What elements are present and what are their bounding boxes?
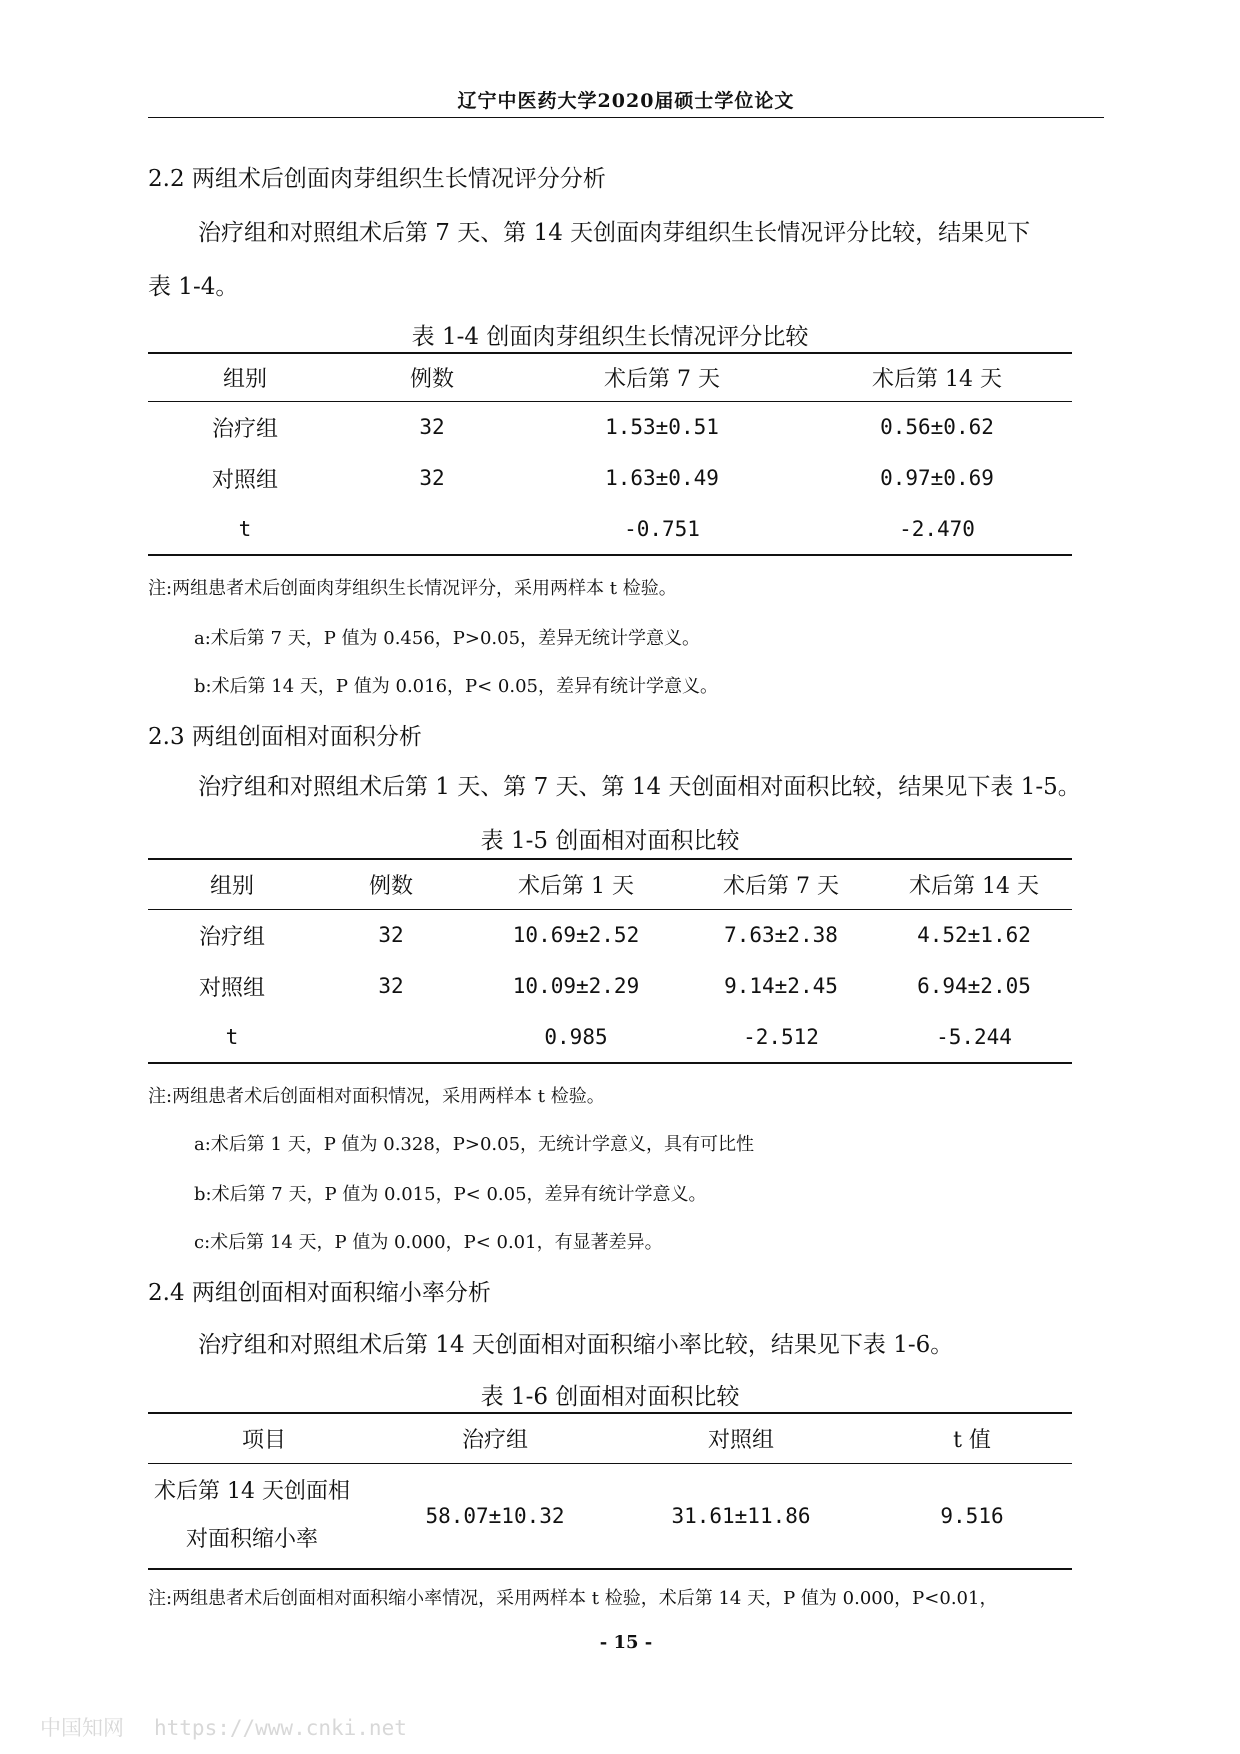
table-cell: 10.69±2.52 [512, 923, 640, 948]
table-1-4 [148, 352, 1072, 556]
table-row [148, 453, 1072, 503]
table-cell: -0.751 [624, 516, 700, 541]
paragraph-2-2-line2: 表 1-4。 [148, 274, 239, 300]
table-row [148, 961, 1072, 1011]
paragraph-2-3: 治疗组和对照组术后第 1 天、第 7 天、第 14 天创面相对面积比较，结果见下表 1-5。 [198, 774, 1081, 800]
table-note: b:术后第 7 天，P 值为 0.015，P< 0.05，差异有统计学意义。 [194, 1184, 707, 1205]
table-cell: 0.56±0.62 [880, 415, 994, 440]
table-1-5 [148, 858, 1072, 1064]
table-cell: t [238, 516, 252, 541]
table-header-cell: t 值 [872, 1413, 1072, 1463]
table-cell: 58.07±10.32 [425, 1503, 565, 1528]
table-cell: 9.516 [940, 1503, 1004, 1528]
row-label-line1: 术后第 14 天创面相 [154, 1478, 350, 1504]
table-caption-1-5: 表 1-5 创面相对面积比较 [480, 828, 740, 854]
table-cell: 32 [378, 974, 404, 998]
table-row [148, 401, 1072, 453]
table-row [148, 909, 1072, 961]
section-heading-2-4: 2.4 两组创面相对面积缩小率分析 [148, 1280, 491, 1306]
table-header-cell: 对照组 [610, 1413, 872, 1463]
table-header-cell: 术后第 1 天 [466, 859, 686, 909]
table-cell: t [225, 1024, 239, 1049]
running-header: 辽宁中医药大学2020届硕士学位论文 [457, 90, 795, 112]
table-row [148, 1011, 1072, 1063]
table-header-cell: 术后第 14 天 [876, 859, 1072, 909]
table-cell [342, 503, 522, 555]
table-note: c:术后第 14 天，P 值为 0.000，P< 0.01，有显著差异。 [194, 1232, 663, 1253]
row-label-line2: 对面积缩小率 [186, 1526, 319, 1552]
table-cell: 4.52±1.62 [917, 923, 1031, 948]
section-heading-2-2: 2.2 两组术后创面肉芽组织生长情况评分分析 [148, 166, 606, 192]
table-cell: 0.985 [544, 1024, 608, 1049]
table-cell: 9.14±2.45 [724, 974, 838, 998]
table-cell: 10.09±2.29 [512, 974, 640, 998]
watermark-site: 中国知网 [40, 1716, 124, 1740]
table-cell: -2.470 [899, 516, 975, 541]
table-cell: 对照组 [198, 975, 265, 1001]
table-caption-1-6: 表 1-6 创面相对面积比较 [480, 1384, 740, 1410]
table-cell [148, 1463, 380, 1569]
table-cell: 1.63±0.49 [605, 466, 719, 490]
table-cell: 治疗组 [198, 924, 265, 950]
table-note: a:术后第 7 天，P 值为 0.456，P>0.05，差异无统计学意义。 [194, 628, 701, 649]
table-cell: 32 [378, 923, 404, 948]
table-note: 注:两组患者术后创面相对面积情况，采用两样本 t 检验。 [148, 1086, 605, 1107]
table-note: a:术后第 1 天，P 值为 0.328，P>0.05，无统计学意义，具有可比性 [194, 1134, 755, 1155]
table-1-6 [148, 1412, 1072, 1570]
table-cell: 0.97±0.69 [880, 466, 994, 490]
table-header-cell: 术后第 7 天 [686, 859, 876, 909]
table-row [148, 503, 1072, 555]
watermark-url: https://www.cnki.net [154, 1716, 407, 1740]
table-cell: 32 [419, 466, 445, 490]
table-note: 注:两组患者术后创面相对面积缩小率情况，采用两样本 t 检验，术后第 14 天，P 值为 0.000，P<0.01， [148, 1588, 998, 1609]
table-cell: -5.244 [936, 1024, 1012, 1049]
table-cell: 32 [419, 415, 445, 440]
table-header-cell: 治疗组 [380, 1413, 610, 1463]
header-rule [148, 117, 1104, 118]
watermark [40, 1712, 407, 1742]
table-header-cell: 组别 [148, 859, 316, 909]
table-caption-1-4: 表 1-4 创面肉芽组织生长情况评分比较 [411, 324, 809, 350]
page-number: - 15 - [599, 1632, 653, 1653]
paragraph-2-4: 治疗组和对照组术后第 14 天创面相对面积缩小率比较，结果见下表 1-6。 [198, 1332, 954, 1358]
table-cell [316, 1011, 466, 1063]
table-cell: -2.512 [743, 1024, 819, 1049]
table-header-cell: 组别 [148, 353, 342, 401]
table-header-cell: 例数 [342, 353, 522, 401]
table-note: 注:两组患者术后创面肉芽组织生长情况评分，采用两样本 t 检验。 [148, 578, 677, 599]
table-cell: 6.94±2.05 [917, 974, 1031, 998]
table-cell: 1.53±0.51 [605, 415, 719, 440]
table-cell: 对照组 [211, 467, 278, 493]
table-header-cell: 例数 [316, 859, 466, 909]
table-note: b:术后第 14 天，P 值为 0.016，P< 0.05，差异有统计学意义。 [194, 676, 719, 697]
table-header-cell: 术后第 14 天 [802, 353, 1072, 401]
table-header-cell: 项目 [148, 1413, 380, 1463]
table-cell: 治疗组 [211, 416, 278, 442]
paragraph-2-2-line1: 治疗组和对照组术后第 7 天、第 14 天创面肉芽组织生长情况评分比较，结果见下 [198, 220, 1031, 246]
table-cell: 31.61±11.86 [671, 1503, 811, 1528]
table-cell: 7.63±2.38 [724, 923, 838, 948]
table-header-cell: 术后第 7 天 [522, 353, 802, 401]
section-heading-2-3: 2.3 两组创面相对面积分析 [148, 724, 422, 750]
table-row [148, 1463, 1072, 1569]
